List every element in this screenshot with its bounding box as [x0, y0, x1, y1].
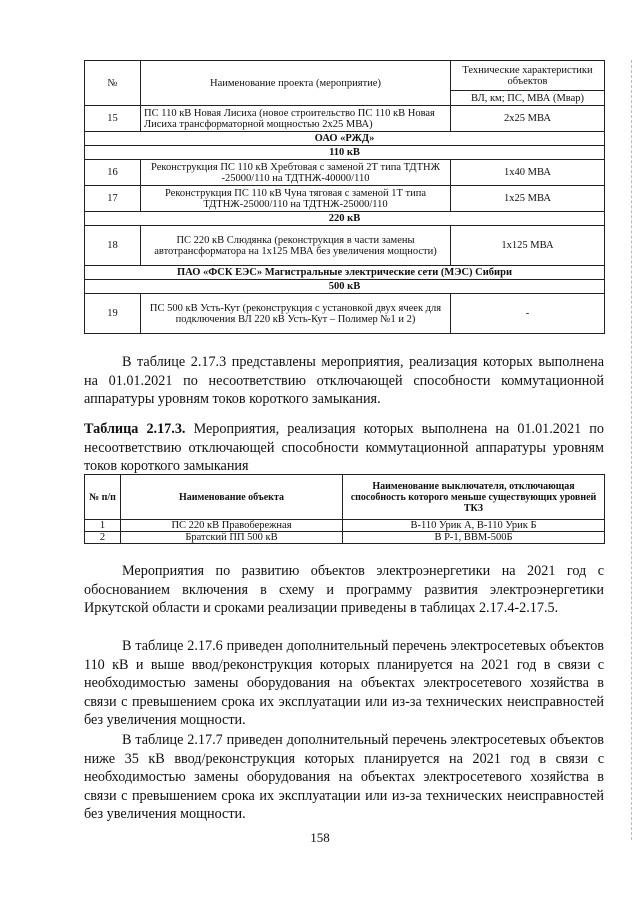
group-org-rzd: ОАО «РЖД»: [85, 132, 605, 146]
paragraph-2176: В таблице 2.17.6 приведен дополнительный перечень электросетевых объектов 110 кВ и выше ввод/реконструкция которых планируется на 2021 год в связи с необходимостью замены оборудования на объектах электросетевого хозяйства в связи с превышением срока их эксплуатации или из-за технических неисправностей без увеличения мощности.: [84, 638, 604, 728]
table-row: [85, 186, 605, 212]
row-breaker: В-110 Урик А, В-110 Урик Б: [343, 520, 605, 532]
row-num: 18: [85, 226, 141, 266]
row-chars: 1х25 МВА: [451, 186, 605, 212]
header-object-name: Наименование объекта: [121, 475, 343, 520]
row-num: 15: [85, 106, 141, 132]
group-org-fsk: ПАО «ФСК ЕЭС» Магистральные электрические сети (МЭС) Сибири: [85, 266, 605, 280]
header-project-name: Наименование проекта (мероприятие): [141, 61, 451, 106]
row-name: Реконструкция ПС 110 кВ Хребтовая с заменой 2Т типа ТДТНЖ -25000/110 на ТДТНЖ-40000/110: [141, 160, 451, 186]
table-row: [85, 532, 605, 544]
page-number: 158: [310, 830, 330, 845]
row-chars: 1х125 МВА: [451, 226, 605, 266]
table-caption: [84, 420, 604, 476]
table-caption-label: Таблица 2.17.3.: [84, 421, 186, 437]
row-name: ПС 500 кВ Усть-Кут (реконструкция с установкой двух ячеек для подключения ВЛ 220 кВ Усть-Кут – Полимер №1 и 2): [141, 294, 451, 334]
paragraph-2177: В таблице 2.17.7 приведен дополнительный перечень электросетевых объектов ниже 35 кВ ввод/реконструкция которых планируется на 2021 год в связи с необходимостью замены оборудования на объектах электросетевого хозяйства в связи с превышением срока их эксплуатации или из-за технических неисправностей без увеличения мощности.: [84, 732, 604, 822]
row-name: Реконструкция ПС 110 кВ Чуна тяговая с заменой 1Т типа ТДТНЖ-25000/110 на ТДТНЖ-25000/110: [141, 186, 451, 212]
header-characteristics: Технические характеристики объектов: [451, 61, 605, 91]
row-num: 2: [85, 532, 121, 544]
row-num: 17: [85, 186, 141, 212]
group-voltage-500: 500 кВ: [85, 280, 605, 294]
header-num: № п/п: [85, 475, 121, 520]
table-row: [85, 160, 605, 186]
paragraph-2174: Мероприятия по развитию объектов электроэнергетики на 2021 год с обоснованием включения в схему и программу развития электроэнергетики Иркутской области и сроками реализации приведены в таблицах 2.17.4-2.17.5.: [84, 563, 604, 616]
table-row: [85, 294, 605, 334]
table-row: [85, 520, 605, 532]
row-num: 1: [85, 520, 121, 532]
row-name: ПС 110 кВ Новая Лисиха (новое строительство ПС 110 кВ Новая Лисиха трансформаторной мощностью 2х25 МВА): [141, 106, 451, 132]
paragraph-intro-2173: В таблице 2.17.3 представлены мероприятия, реализация которых выполнена на 01.01.2021 по несоответствию отключающей способности коммутационной аппаратуры уровням токов короткого замыкания.: [84, 354, 604, 407]
row-name: ПС 220 кВ Правобережная: [121, 520, 343, 532]
header-num: №: [85, 61, 141, 106]
group-voltage-220: 220 кВ: [85, 212, 605, 226]
row-breaker: В Р-1, ВВМ-500Б: [343, 532, 605, 544]
table-row: [85, 226, 605, 266]
projects-table: [84, 60, 605, 334]
table-caption-text: Мероприятия, реализация которых выполнена на 01.01.2021 по несоответствию отключающей способности коммутационной аппаратуры уровням токов короткого замыкания: [84, 421, 604, 474]
scan-edge-line: [630, 60, 632, 840]
row-chars: -: [451, 294, 605, 334]
row-name: Братский ПП 500 кВ: [121, 532, 343, 544]
row-chars: 1х40 МВА: [451, 160, 605, 186]
row-name: ПС 220 кВ Слюдянка (реконструкция в части замены автотрансформатора на 1х125 МВА без увеличения мощности): [141, 226, 451, 266]
header-breaker: Наименование выключателя, отключающая способность которого меньше существующих уровней ТКЗ: [343, 475, 605, 520]
table-row: [85, 106, 605, 132]
group-voltage-110: 110 кВ: [85, 146, 605, 160]
header-units: ВЛ, км; ПС, МВА (Мвар): [451, 91, 605, 106]
row-chars: 2х25 МВА: [451, 106, 605, 132]
breakers-table: [84, 474, 605, 544]
row-num: 16: [85, 160, 141, 186]
row-num: 19: [85, 294, 141, 334]
